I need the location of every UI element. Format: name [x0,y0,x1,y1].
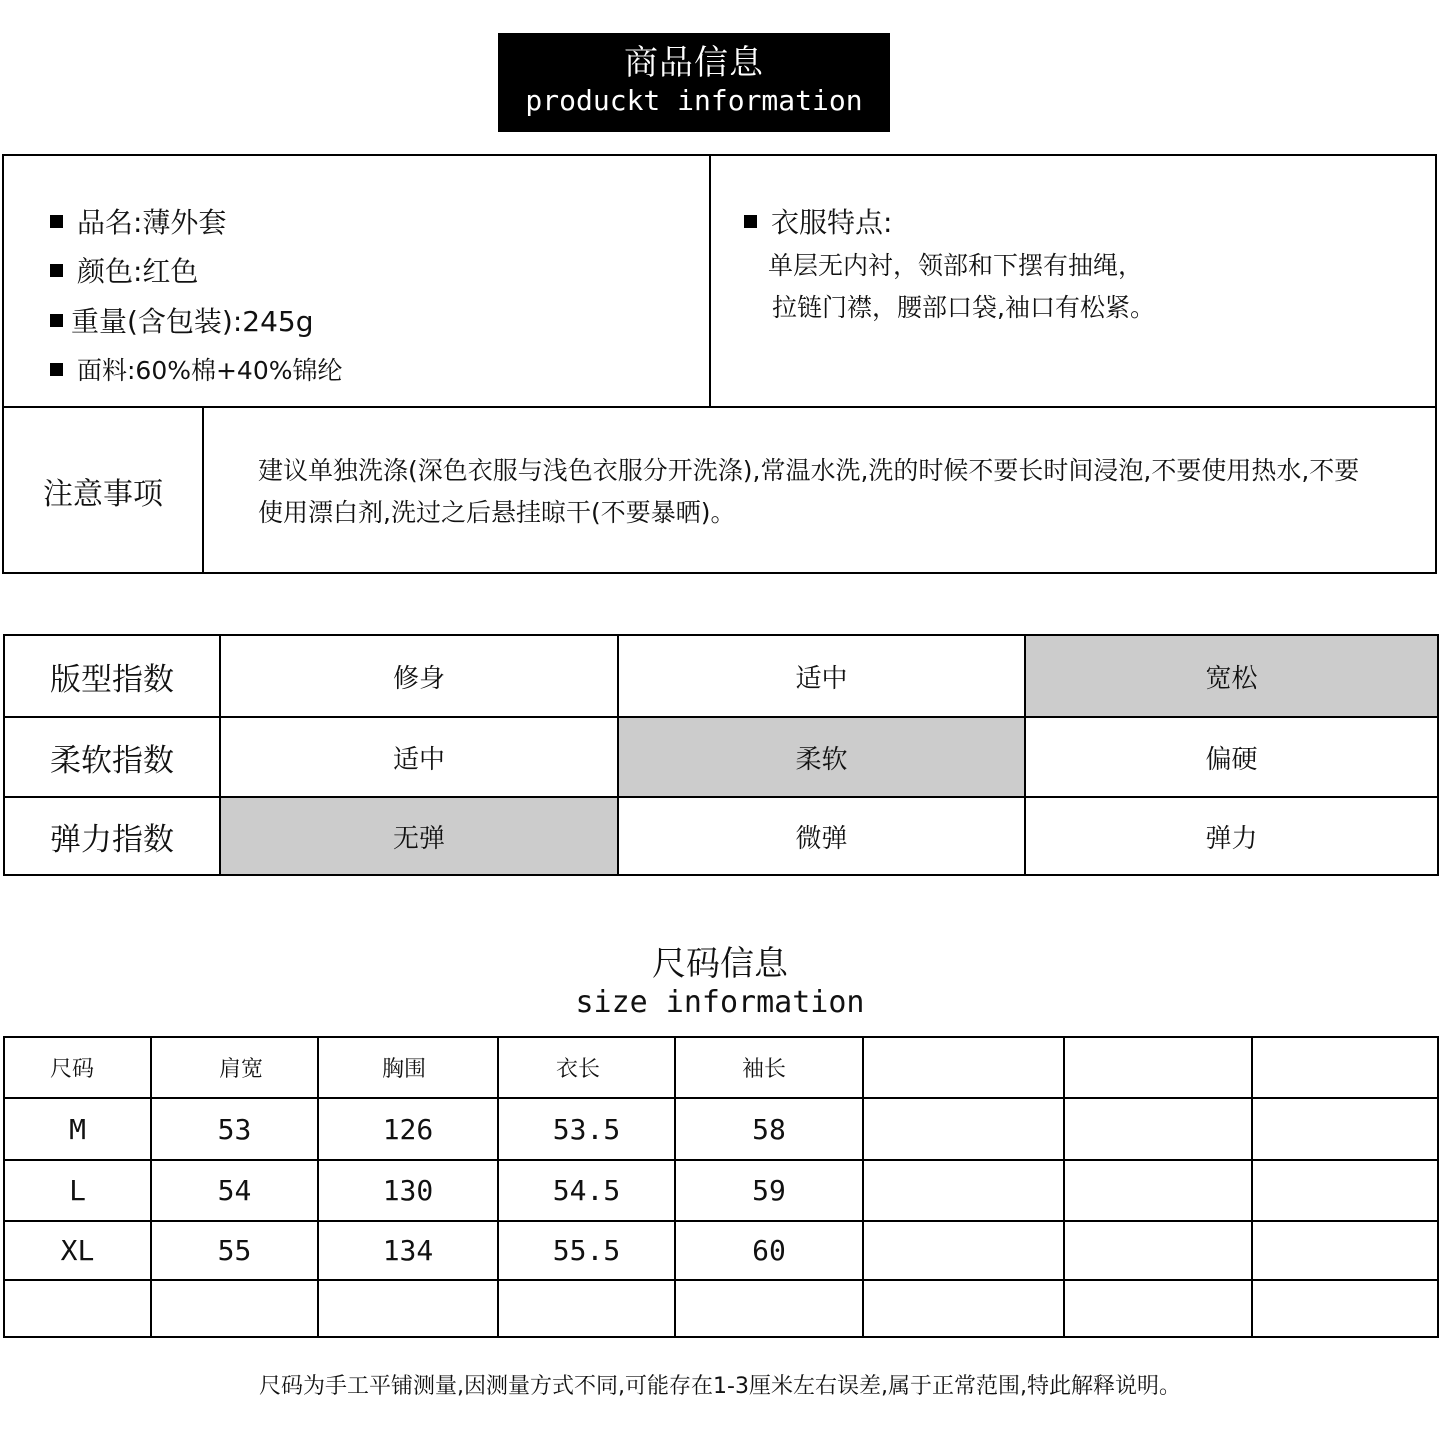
notice-label: 注意事项 [43,477,163,512]
size-table [3,1036,1439,1338]
index-option: 适中 [220,717,618,797]
size-cell [1252,1098,1438,1160]
size-cell: M [4,1098,151,1160]
index-label: 版型指数 [4,635,220,717]
size-header-cell [863,1037,1064,1098]
size-cell [1064,1160,1252,1221]
features-line-1: 单层无内衬，领部和下摆有抽绳， [768,251,1144,280]
size-cell: 126 [318,1098,498,1160]
info-divider-horizontal [2,406,1437,408]
size-cell [1064,1098,1252,1160]
size-cell: 53 [151,1098,318,1160]
index-label: 柔软指数 [4,717,220,797]
size-cell [863,1221,1064,1280]
size-cell [1064,1280,1252,1337]
index-row-softness [4,717,1438,797]
size-cell [863,1160,1064,1221]
info-divider-vertical [709,154,711,408]
product-item-fabric: 面料:60%棉+40%锦纶 [50,354,343,388]
index-option: 适中 [618,635,1025,717]
size-header-cell [1252,1037,1438,1098]
size-cell: 55.5 [498,1221,675,1280]
size-cell: 54.5 [498,1160,675,1221]
bullet-square-icon [50,314,63,327]
size-cell: 55 [151,1221,318,1280]
size-cell [863,1098,1064,1160]
index-option-selected: 无弹 [220,797,618,875]
size-title-zh: 尺码信息 [652,944,788,984]
size-header-row [4,1037,1438,1098]
index-label: 弹力指数 [4,797,220,875]
bullet-square-icon [50,264,63,277]
features-line-2: 拉链门襟，腰部口袋,袖口有松紧。 [772,293,1155,322]
size-cell [863,1280,1064,1337]
index-table [3,634,1439,876]
size-cell [675,1280,863,1337]
size-cell [1252,1280,1438,1337]
bullet-square-icon [50,363,63,376]
size-cell: L [4,1160,151,1221]
size-cell [498,1280,675,1337]
product-item-color: 颜色:红色 [50,255,198,289]
size-info-title [420,944,1020,1022]
index-row-elasticity [4,797,1438,875]
size-title-en: size information [575,985,865,1020]
size-cell: 53.5 [498,1098,675,1160]
size-footnote: 尺码为手工平铺测量,因测量方式不同,可能存在1-3厘米左右误差,属于正常范围,特此解释说明。 [259,1374,1181,1399]
size-cell [318,1280,498,1337]
size-header-cell: 尺码 [4,1037,151,1098]
bullet-square-icon [50,215,63,228]
size-header-cell: 袖长 [675,1037,863,1098]
section-title-zh: 商品信息 [624,43,764,83]
size-cell: XL [4,1221,151,1280]
index-option: 弹力 [1025,797,1438,875]
size-cell [1252,1221,1438,1280]
size-cell: 54 [151,1160,318,1221]
index-option: 偏硬 [1025,717,1438,797]
size-cell: 130 [318,1160,498,1221]
section-title-en: produckt information [525,84,863,117]
index-row-fit [4,635,1438,717]
size-cell [151,1280,318,1337]
section-title-badge [498,33,890,132]
size-row-l [4,1160,1438,1221]
size-cell: 60 [675,1221,863,1280]
size-header-cell: 衣长 [498,1037,675,1098]
size-row-xl [4,1221,1438,1280]
notice-text: 建议单独洗涤(深色衣服与浅色衣服分开洗涤),常温水洗,洗的时候不要长时间浸泡,不要使用热水,不要使用漂白剂,洗过之后悬挂晾干(不要暴晒)。 [258,456,1360,527]
size-cell: 59 [675,1160,863,1221]
size-cell: 134 [318,1221,498,1280]
index-option-selected: 柔软 [618,717,1025,797]
bullet-square-icon [744,215,757,228]
index-option-selected: 宽松 [1025,635,1438,717]
product-item-weight: 重量(含包装):245g [50,305,314,339]
index-option: 微弹 [618,797,1025,875]
size-header-cell: 肩宽 [151,1037,318,1098]
size-row-m [4,1098,1438,1160]
size-cell: 58 [675,1098,863,1160]
size-header-cell [1064,1037,1252,1098]
size-header-cell: 胸围 [318,1037,498,1098]
size-cell [1252,1160,1438,1221]
features-title: 衣服特点: [744,206,892,240]
size-row-empty [4,1280,1438,1337]
size-cell [4,1280,151,1337]
index-option: 修身 [220,635,618,717]
product-item-name: 品名:薄外套 [50,206,226,240]
size-cell [1064,1221,1252,1280]
